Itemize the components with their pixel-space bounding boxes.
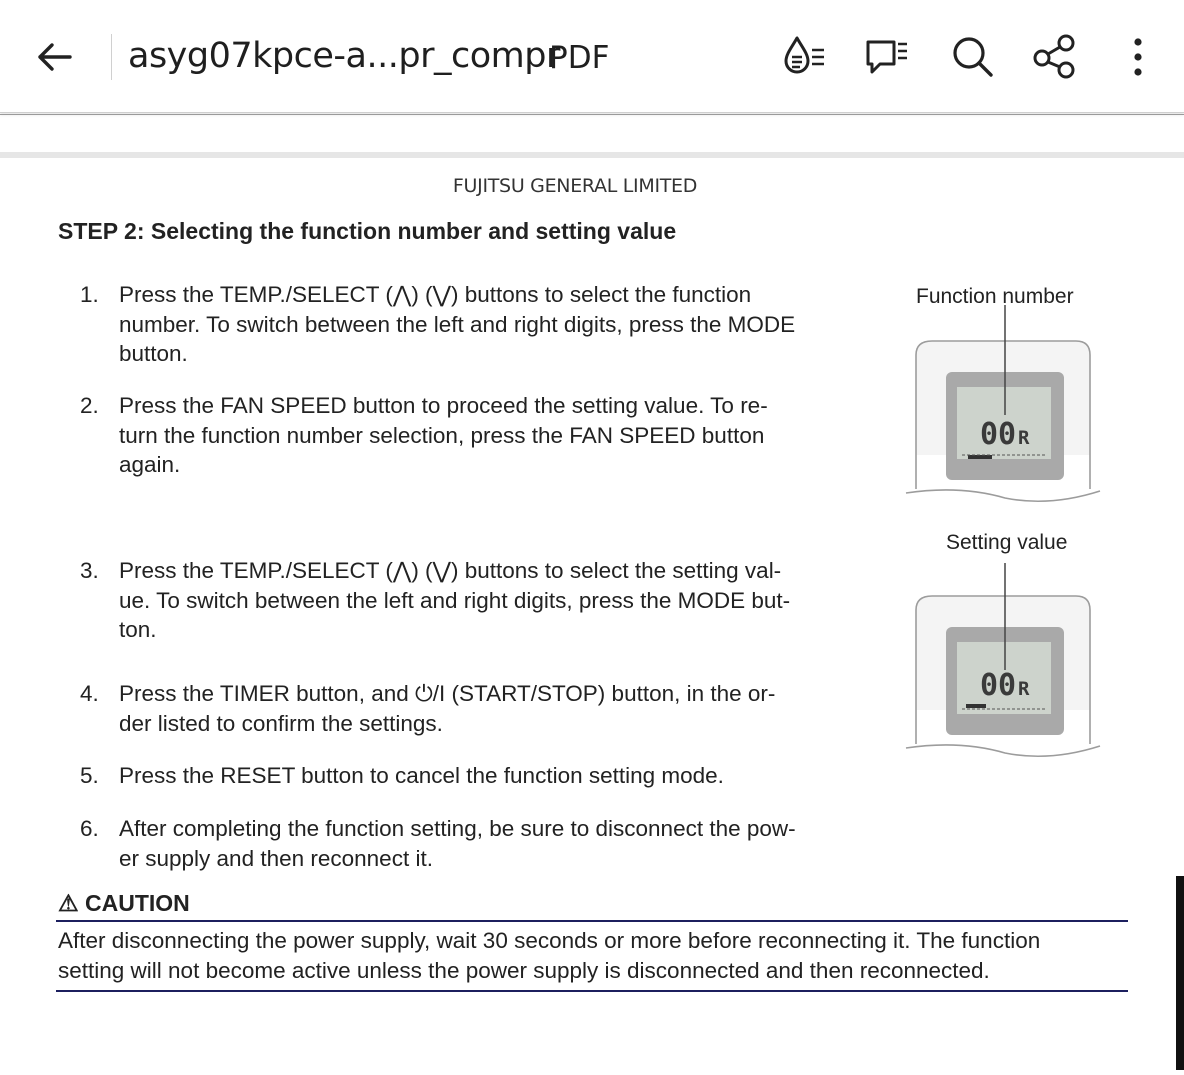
page-edge — [0, 114, 1184, 115]
item-number: 4. — [80, 681, 99, 706]
item-number: 3. — [80, 558, 99, 583]
document-title[interactable]: asyg07kpce-a...pr_compr — [128, 36, 560, 76]
remote-display-illustration — [900, 560, 1110, 760]
item-line: Press the TEMP./SELECT (⋀) (⋁) buttons to select the setting val- — [119, 558, 782, 583]
reading-mode-icon[interactable] — [780, 30, 828, 82]
title-divider — [111, 34, 112, 80]
item-line: ue. To switch between the left and right digits, press the MODE but- — [119, 587, 791, 613]
display-suffix: R — [1018, 678, 1030, 700]
item-line: button. — [119, 341, 188, 366]
item-line: Press the TIMER button, and ⏻/I (START/STOP) button, in the or- — [119, 681, 776, 706]
scrollbar-thumb[interactable] — [1176, 876, 1184, 1070]
item-number: 5. — [80, 763, 99, 788]
item-line: again. — [119, 452, 181, 477]
item-number: 2. — [80, 393, 99, 418]
app-bar — [0, 0, 1184, 113]
caution-title: ⚠ CAUTION — [58, 890, 190, 916]
figure-label-function-number: Function number — [916, 285, 1074, 308]
item-line: turn the function number selection, press the FAN SPEED button — [119, 422, 765, 448]
caution-body — [58, 926, 1138, 985]
caution-divider-bottom — [56, 990, 1128, 992]
step-title: STEP 2: Selecting the function number and setting value — [58, 218, 677, 244]
item-number: 6. — [80, 816, 99, 841]
display-suffix: R — [1018, 427, 1030, 449]
display-digits: 00 — [980, 417, 1017, 452]
caution-line: After disconnecting the power supply, wait 30 seconds or more before reconnecting it. The function — [58, 928, 1041, 953]
back-arrow-icon[interactable] — [30, 34, 82, 80]
search-icon[interactable] — [948, 30, 996, 82]
item-line: Press the TEMP./SELECT (⋀) (⋁) buttons to select the function — [119, 282, 752, 307]
comment-icon[interactable] — [862, 30, 910, 82]
caution-divider-top — [56, 920, 1128, 922]
caution-line: setting will not become active unless the power supply is disconnected and then reconnected. — [58, 957, 990, 983]
item-number: 1. — [80, 282, 99, 307]
item-line: er supply and then reconnect it. — [119, 845, 433, 871]
display-digits: 00 — [980, 668, 1017, 703]
item-line: der listed to confirm the settings. — [119, 710, 443, 736]
page-gap — [0, 152, 1184, 158]
more-options-icon[interactable] — [1114, 30, 1162, 82]
remote-display-illustration — [900, 305, 1110, 505]
item-line: After completing the function setting, be sure to disconnect the pow- — [119, 816, 796, 841]
item-line: Press the FAN SPEED button to proceed the setting value. To re- — [119, 393, 768, 418]
item-line: number. To switch between the left and right digits, press the MODE — [119, 311, 796, 337]
item-line: Press the RESET button to cancel the function setting mode. — [119, 763, 724, 788]
share-icon[interactable] — [1030, 30, 1078, 82]
company-header: FUJITSU GENERAL LIMITED — [452, 175, 698, 197]
figure-label-setting-value: Setting value — [946, 531, 1068, 554]
item-line: ton. — [119, 617, 157, 642]
file-type-label: PDF — [549, 40, 610, 76]
